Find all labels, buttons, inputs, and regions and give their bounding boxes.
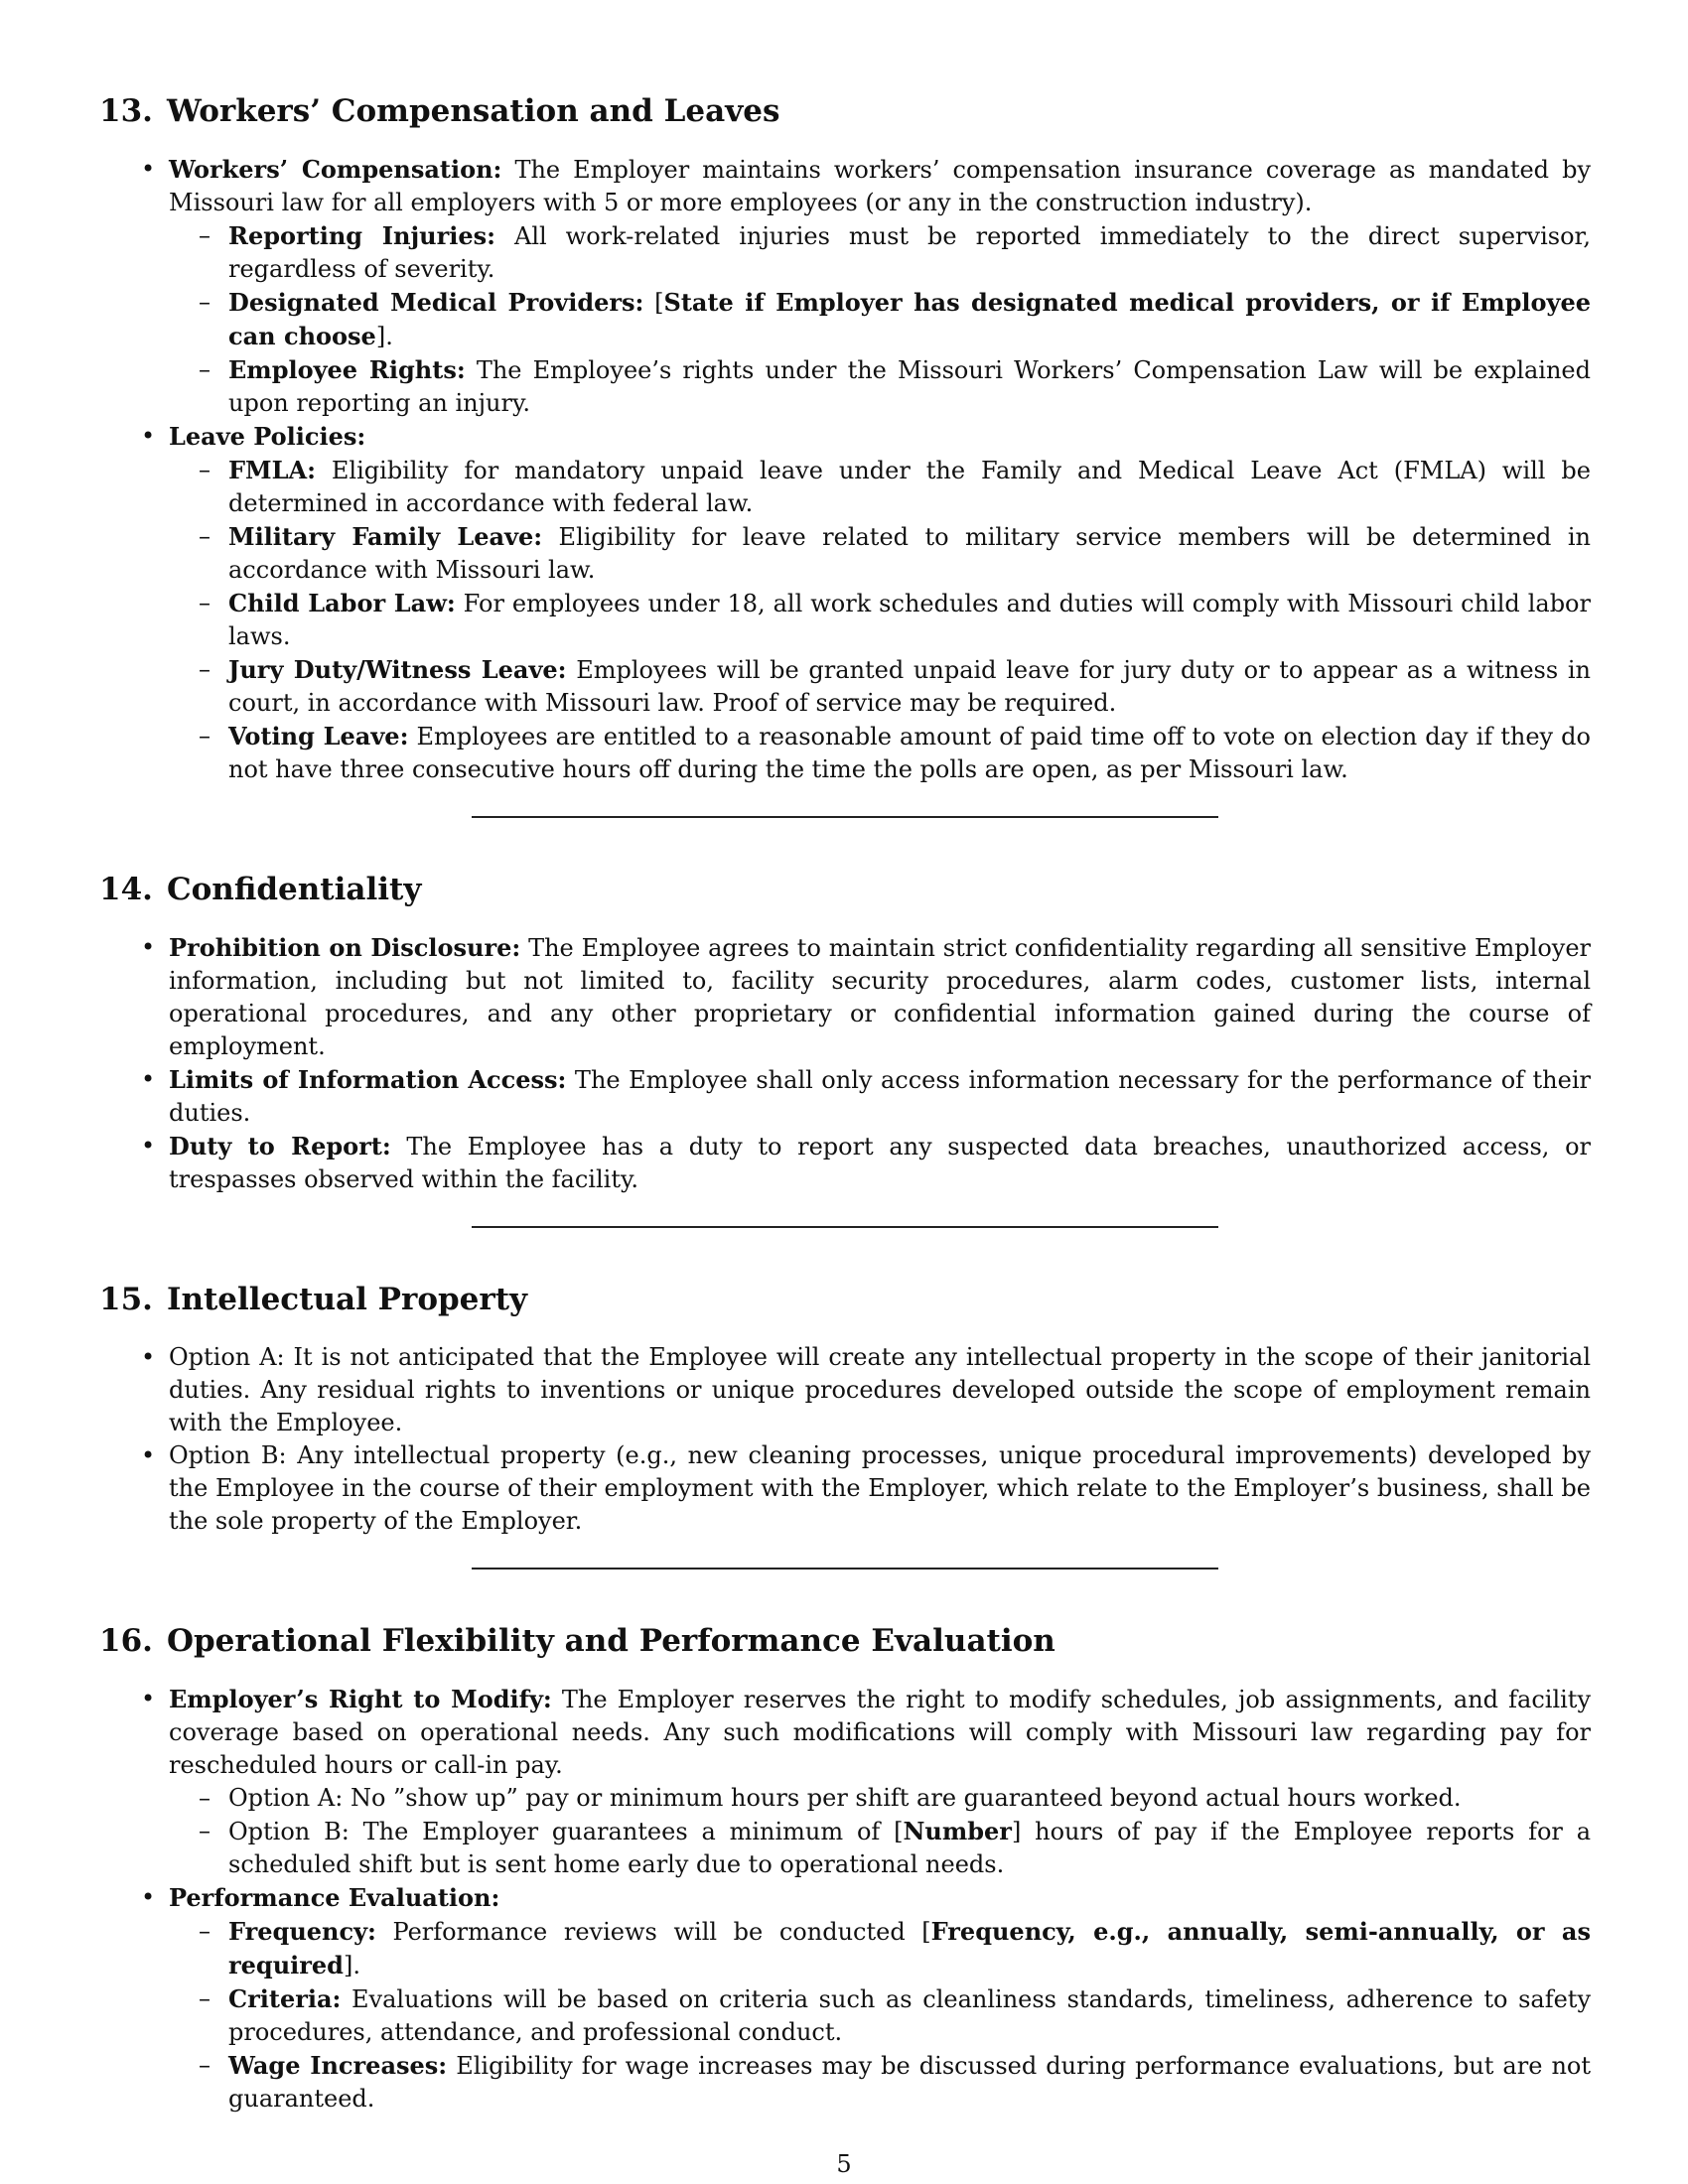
item-text: Option B: Any intellectual property (e.g., new cleaning processes, unique procedural improvements) developed by the Employee in the course of their employment with the Employer, which relate to the Employer’s business, shall be the sole property of the Employer. — [169, 1441, 1591, 1535]
bullet-list — [99, 153, 1591, 786]
item-text: ] hours of pay if the Employee reports for a scheduled shift but is sent home early due to operational needs. — [228, 1818, 1591, 1878]
section-title: Intellectual Property — [166, 1282, 528, 1317]
section-14 — [99, 870, 1591, 1196]
list-item — [169, 1341, 1591, 1439]
item-text: The Employer reserves the right to modify schedules, job assignments, and facility coverage based on operational needs. Any such modifications will comply with Missouri law regarding pay for rescheduled hours or call-in pay. — [169, 1686, 1591, 1779]
sub-list-item — [228, 587, 1591, 653]
section-15 — [99, 1280, 1591, 1538]
section-divider — [472, 1568, 1218, 1570]
item-text: The Employer maintains workers’ compensation insurance coverage as mandated by Missouri law for all employers with 5 or more employees (or any in the construction industry). — [169, 156, 1592, 216]
section-divider — [472, 816, 1218, 818]
item-label: Leave Policies: — [169, 422, 366, 451]
item-text: Option A: It is not anticipated that the Employee will create any intellectual property in the scope of their janitorial duties. Any residual rights to inventions or unique procedures developed outside the scope of employment remain with the Employee. — [169, 1343, 1591, 1436]
item-label: Wage Increases: — [228, 2051, 448, 2080]
sub-list-item — [228, 653, 1591, 720]
bullet-list — [99, 1683, 1591, 2116]
item-text: Option A: No ”show up” pay or minimum hours per shift are guaranteed beyond actual hours worked. — [228, 1784, 1462, 1812]
item-text: Employees are entitled to a reasonable amount of paid time off to vote on election day if they do not have three consecutive hours off during the time the polls are open, as per Missouri law. — [228, 723, 1591, 783]
section-divider — [472, 1226, 1218, 1228]
item-text: The Employee’s rights under the Missouri Workers’ Compensation Law will be explained upon reporting an injury. — [228, 356, 1591, 417]
section-title: Confidentiality — [166, 872, 422, 907]
list-item — [169, 1683, 1591, 1881]
item-text: Eligibility for wage increases may be discussed during performance evaluations, but are not guaranteed. — [228, 2052, 1591, 2113]
placeholder-text: State if Employer has designated medical providers, or if Employee can choose — [228, 288, 1591, 350]
item-text: For employees under 18, all work schedules and duties will comply with Missouri child labor laws. — [228, 590, 1591, 650]
item-label: Employer’s Right to Modify: — [169, 1685, 552, 1713]
item-text: ]. — [375, 323, 393, 350]
section-heading — [99, 870, 1591, 909]
item-label: Military Family Leave: — [228, 522, 543, 551]
item-text: Evaluations will be based on criteria such as cleanliness standards, timeliness, adherence to safety procedures, attendance, and professional conduct. — [228, 1985, 1591, 2046]
section-title: Workers’ Compensation and Leaves — [166, 93, 780, 129]
section-16 — [99, 1621, 1591, 2116]
item-label: Limits of Information Access: — [169, 1065, 567, 1094]
item-text: The Employee agrees to maintain strict confidentiality regarding all sensitive Employer information, including but not limited to, facility security procedures, alarm codes, customer lists, internal operational procedures, and any other proprietary or confidential information gained during the course of employment. — [169, 934, 1592, 1060]
item-text: All work-related injuries must be reported immediately to the direct supervisor, regardless of severity. — [228, 222, 1591, 283]
section-number: 15. — [99, 1282, 153, 1317]
item-label: Employee Rights: — [228, 355, 466, 384]
sub-list-item — [228, 1915, 1591, 1982]
sub-list-item — [228, 2049, 1591, 2116]
item-text: Option B: The Employer guarantees a minimum of [ — [228, 1818, 904, 1845]
sub-list-item — [228, 1815, 1591, 1881]
section-13 — [99, 91, 1591, 786]
page-number: 5 — [836, 2150, 852, 2178]
section-title: Operational Flexibility and Performance Evaluation — [166, 1623, 1055, 1659]
bullet-list — [99, 1341, 1591, 1538]
placeholder-text: Frequency, e.g., annually, semi-annually, or as required — [228, 1917, 1591, 1979]
section-number: 14. — [99, 872, 153, 907]
sub-list-item — [228, 353, 1591, 420]
sub-list-item — [228, 219, 1591, 286]
sub-list-item — [228, 454, 1591, 520]
sub-list-item — [228, 520, 1591, 587]
section-number: 16. — [99, 1623, 153, 1659]
item-label: Duty to Report: — [169, 1132, 391, 1160]
placeholder-text: Number — [903, 1817, 1012, 1845]
list-item — [169, 1881, 1591, 2116]
section-heading — [99, 1280, 1591, 1319]
list-item — [169, 931, 1591, 1063]
list-item — [169, 153, 1591, 420]
item-label: Reporting Injuries: — [228, 221, 496, 250]
sub-list-item — [228, 1782, 1591, 1815]
item-text: Eligibility for leave related to military service members will be determined in accordance with Missouri law. — [228, 523, 1591, 584]
item-text: [ — [643, 289, 664, 317]
item-text: The Employee has a duty to report any suspected data breaches, unauthorized access, or trespasses observed within the facility. — [169, 1133, 1591, 1193]
sub-list-item — [228, 720, 1591, 786]
item-text: Performance reviews will be conducted [ — [375, 1918, 931, 1946]
sub-list — [169, 454, 1591, 786]
item-label: Voting Leave: — [228, 722, 409, 751]
sub-list-item — [228, 1982, 1591, 2049]
bullet-list — [99, 931, 1591, 1196]
section-heading — [99, 1621, 1591, 1661]
sub-list — [169, 1915, 1591, 2116]
item-text: Eligibility for mandatory unpaid leave under the Family and Medical Leave Act (FMLA) will be determined in accordance with federal law. — [228, 457, 1591, 517]
item-label: Prohibition on Disclosure: — [169, 933, 521, 962]
item-label: Workers’ Compensation: — [169, 155, 502, 184]
list-item — [169, 1130, 1591, 1196]
item-text: Employees will be granted unpaid leave for jury duty or to appear as a witness in court, in accordance with Missouri law. Proof of service may be required. — [228, 656, 1591, 717]
sub-list-item — [228, 286, 1591, 353]
item-label: Criteria: — [228, 1984, 342, 2013]
list-item — [169, 1063, 1591, 1130]
document-page — [99, 91, 1591, 2116]
sub-list — [169, 1782, 1591, 1881]
list-item — [169, 420, 1591, 786]
section-number: 13. — [99, 93, 153, 129]
item-label: Jury Duty/Witness Leave: — [228, 655, 567, 684]
section-heading — [99, 91, 1591, 131]
item-label: Frequency: — [228, 1917, 376, 1946]
item-text: The Employee shall only access information necessary for the performance of their duties. — [169, 1066, 1591, 1127]
item-text: ]. — [343, 1952, 360, 1979]
item-label: Child Labor Law: — [228, 589, 456, 617]
list-item — [169, 1439, 1591, 1538]
item-label: Designated Medical Providers: — [228, 288, 644, 317]
item-label: Performance Evaluation: — [169, 1883, 500, 1912]
sub-list — [169, 219, 1591, 420]
item-label: FMLA: — [228, 456, 316, 484]
